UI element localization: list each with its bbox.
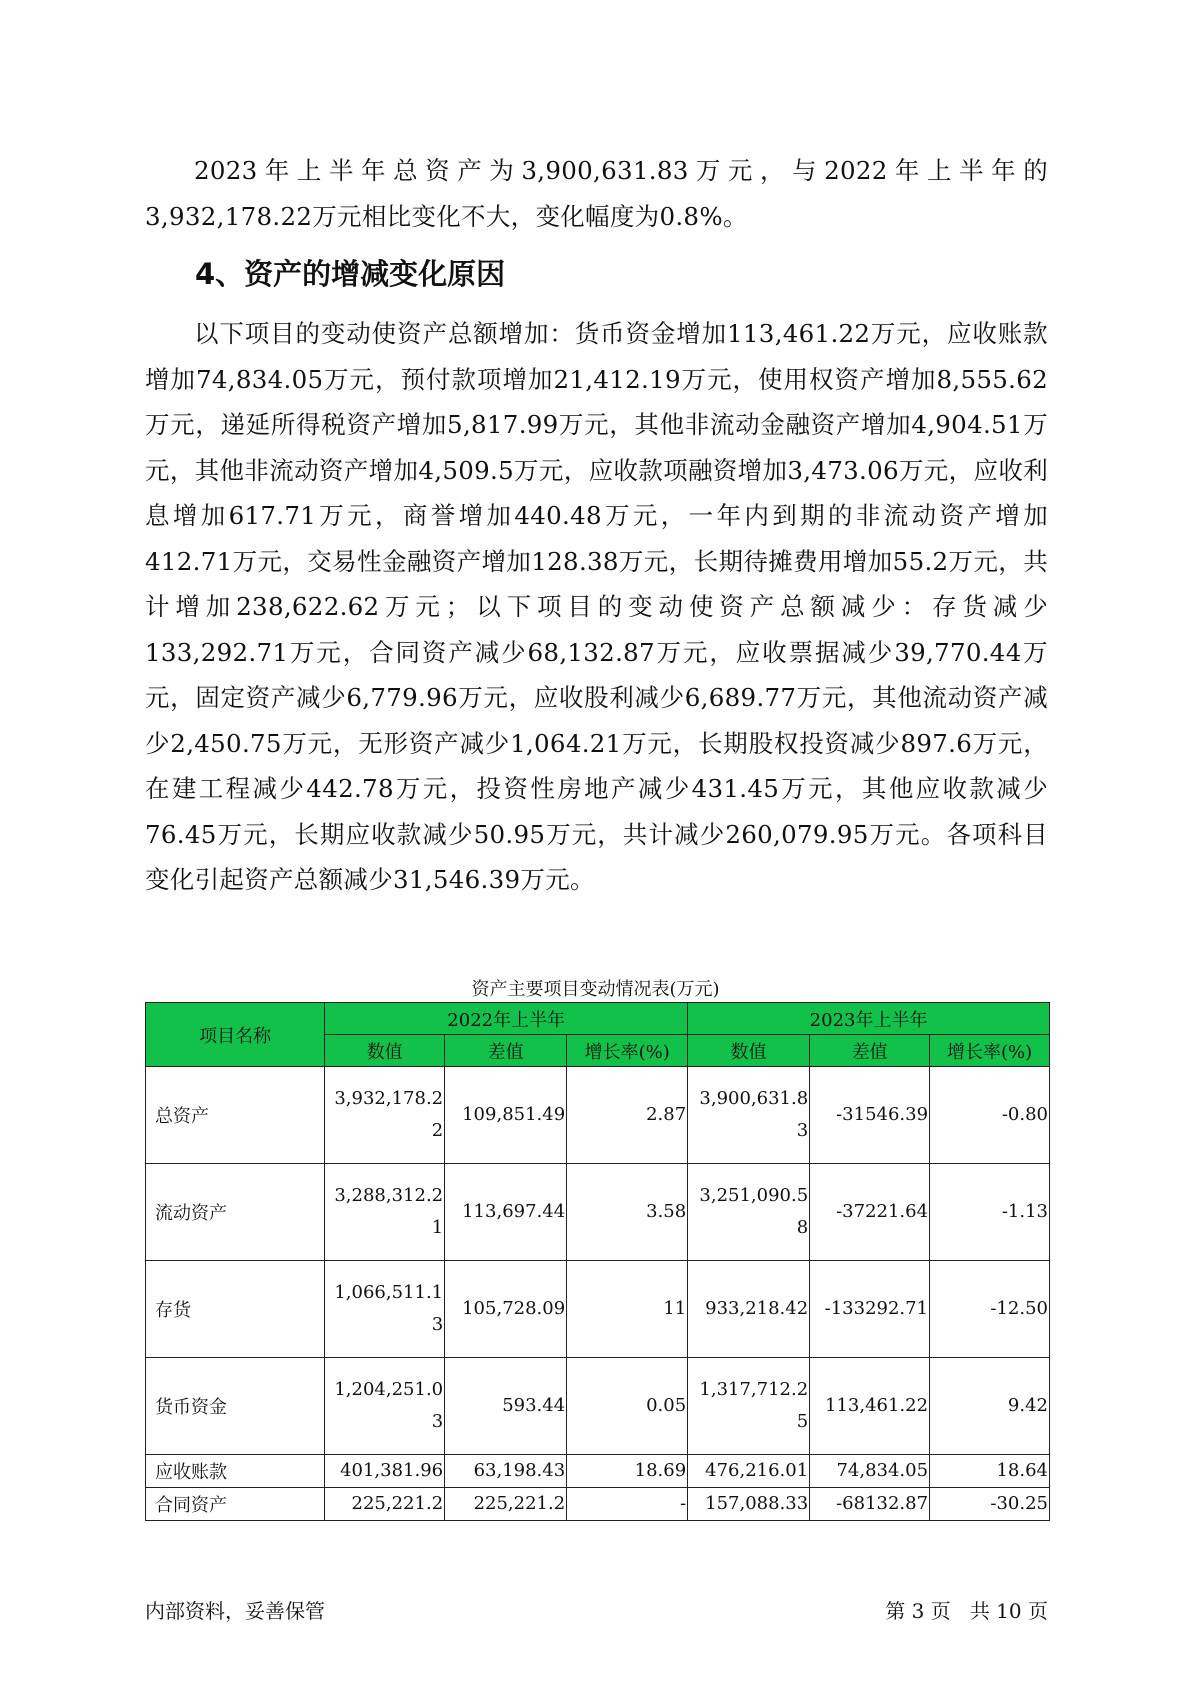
header-item-name: 项目名称 — [146, 1003, 325, 1067]
diff-2022: 109,851.49 — [445, 1067, 567, 1164]
header-diff-2023: 差值 — [810, 1035, 930, 1067]
diff-2022: 113,697.44 — [445, 1164, 567, 1261]
value-2022: 3,932,178.22 — [325, 1067, 445, 1164]
header-value-2022: 数值 — [325, 1035, 445, 1067]
table-row — [146, 1488, 1050, 1521]
summary-paragraph: 2023年上半年总资产为3,900,631.83万元，与2022年上半年的3,932,178.22万元相比变化不大，变化幅度为0.8%。 — [145, 156, 1048, 231]
table-row — [146, 1261, 1050, 1358]
value-2023: 1,317,712.25 — [688, 1358, 810, 1455]
growth-2022: - — [567, 1488, 688, 1521]
growth-2023: -1.13 — [930, 1164, 1050, 1261]
table-row — [146, 1455, 1050, 1488]
diff-2023: -133292.71 — [810, 1261, 930, 1358]
table-header-row — [146, 1003, 1050, 1035]
growth-2023: -30.25 — [930, 1488, 1050, 1521]
value-2022: 225,221.2 — [325, 1488, 445, 1521]
header-value-2023: 数值 — [688, 1035, 810, 1067]
growth-2022: 2.87 — [567, 1067, 688, 1164]
growth-2023: 9.42 — [930, 1358, 1050, 1455]
header-growth-2022: 增长率(%) — [567, 1035, 688, 1067]
growth-2023: -12.50 — [930, 1261, 1050, 1358]
header-diff-2022: 差值 — [445, 1035, 567, 1067]
growth-2022: 0.05 — [567, 1358, 688, 1455]
value-2023: 933,218.42 — [688, 1261, 810, 1358]
diff-2022: 63,198.43 — [445, 1455, 567, 1488]
row-name: 合同资产 — [146, 1488, 325, 1521]
diff-2023: -31546.39 — [810, 1067, 930, 1164]
diff-2023: 74,834.05 — [810, 1455, 930, 1488]
growth-2022: 3.58 — [567, 1164, 688, 1261]
row-name: 应收账款 — [146, 1455, 325, 1488]
diff-2023: 113,461.22 — [810, 1358, 930, 1455]
value-2023: 3,251,090.58 — [688, 1164, 810, 1261]
value-2022: 401,381.96 — [325, 1455, 445, 1488]
diff-2023: -68132.87 — [810, 1488, 930, 1521]
footer-confidential-note: 内部资料，妥善保管 — [145, 1599, 325, 1623]
section-heading: 4、资产的增减变化原因 — [195, 257, 506, 291]
value-2023: 3,900,631.83 — [688, 1067, 810, 1164]
change-reasons-paragraph: 以下项目的变动使资产总额增加：货币资金增加113,461.22万元，应收账款增加74,834.05万元，预付款项增加21,412.19万元，使用权资产增加8,555.62万元，递延所得税资产增加5,817.99万元，其他非流动金融资产增加4,904.51万元，其他非流动资产增加4,509.5万元，应收款项融资增加3,473.06万元，应收利息增加617.71万元，商誉增加440.48万元，一年内到期的非流动资产增加412.71万元，交易性金融资产增加128.38万元，长期待摊费用增加55.2万元，共计增加238,622.62万元；以下项目的变动使资产总额减少：存货减少133,292.71万元，合同资产减少68,132.87万元，应收票据减少39,770.44万元，固定资产减少6,779.96万元，应收股利减少6,689.77万元，其他流动资产减少2,450.75万元，无形资产减少1,064.21万元，长期股权投资减少897.6万元，在建工程减少442.78万元，投资性房地产减少431.45万元，其他应收款减少76.45万元，长期应收款减少50.95万元，共计减少260,079.95万元。各项科目变化引起资产总额减少31,546.39万元。 — [145, 319, 1048, 894]
diff-2022: 105,728.09 — [445, 1261, 567, 1358]
value-2022: 1,066,511.13 — [325, 1261, 445, 1358]
row-name: 流动资产 — [146, 1164, 325, 1261]
header-growth-2023: 增长率(%) — [930, 1035, 1050, 1067]
row-name: 总资产 — [146, 1067, 325, 1164]
header-period-2023: 2023年上半年 — [688, 1003, 1050, 1035]
value-2023: 157,088.33 — [688, 1488, 810, 1521]
diff-2023: -37221.64 — [810, 1164, 930, 1261]
table-row — [146, 1164, 1050, 1261]
table-caption: 资产主要项目变动情况表(万元) — [471, 979, 720, 1000]
row-name: 货币资金 — [146, 1358, 325, 1455]
growth-2022: 18.69 — [567, 1455, 688, 1488]
value-2023: 476,216.01 — [688, 1455, 810, 1488]
diff-2022: 593.44 — [445, 1358, 567, 1455]
table-row — [146, 1067, 1050, 1164]
growth-2023: -0.80 — [930, 1067, 1050, 1164]
diff-2022: 225,221.2 — [445, 1488, 567, 1521]
growth-2022: 11 — [567, 1261, 688, 1358]
footer-page-number: 第 3 页 共 10 页 — [885, 1599, 1048, 1623]
growth-2023: 18.64 — [930, 1455, 1050, 1488]
row-name: 存货 — [146, 1261, 325, 1358]
value-2022: 3,288,312.21 — [325, 1164, 445, 1261]
header-period-2022: 2022年上半年 — [325, 1003, 688, 1035]
value-2022: 1,204,251.03 — [325, 1358, 445, 1455]
table-row — [146, 1358, 1050, 1455]
asset-change-table — [145, 1002, 1050, 1521]
